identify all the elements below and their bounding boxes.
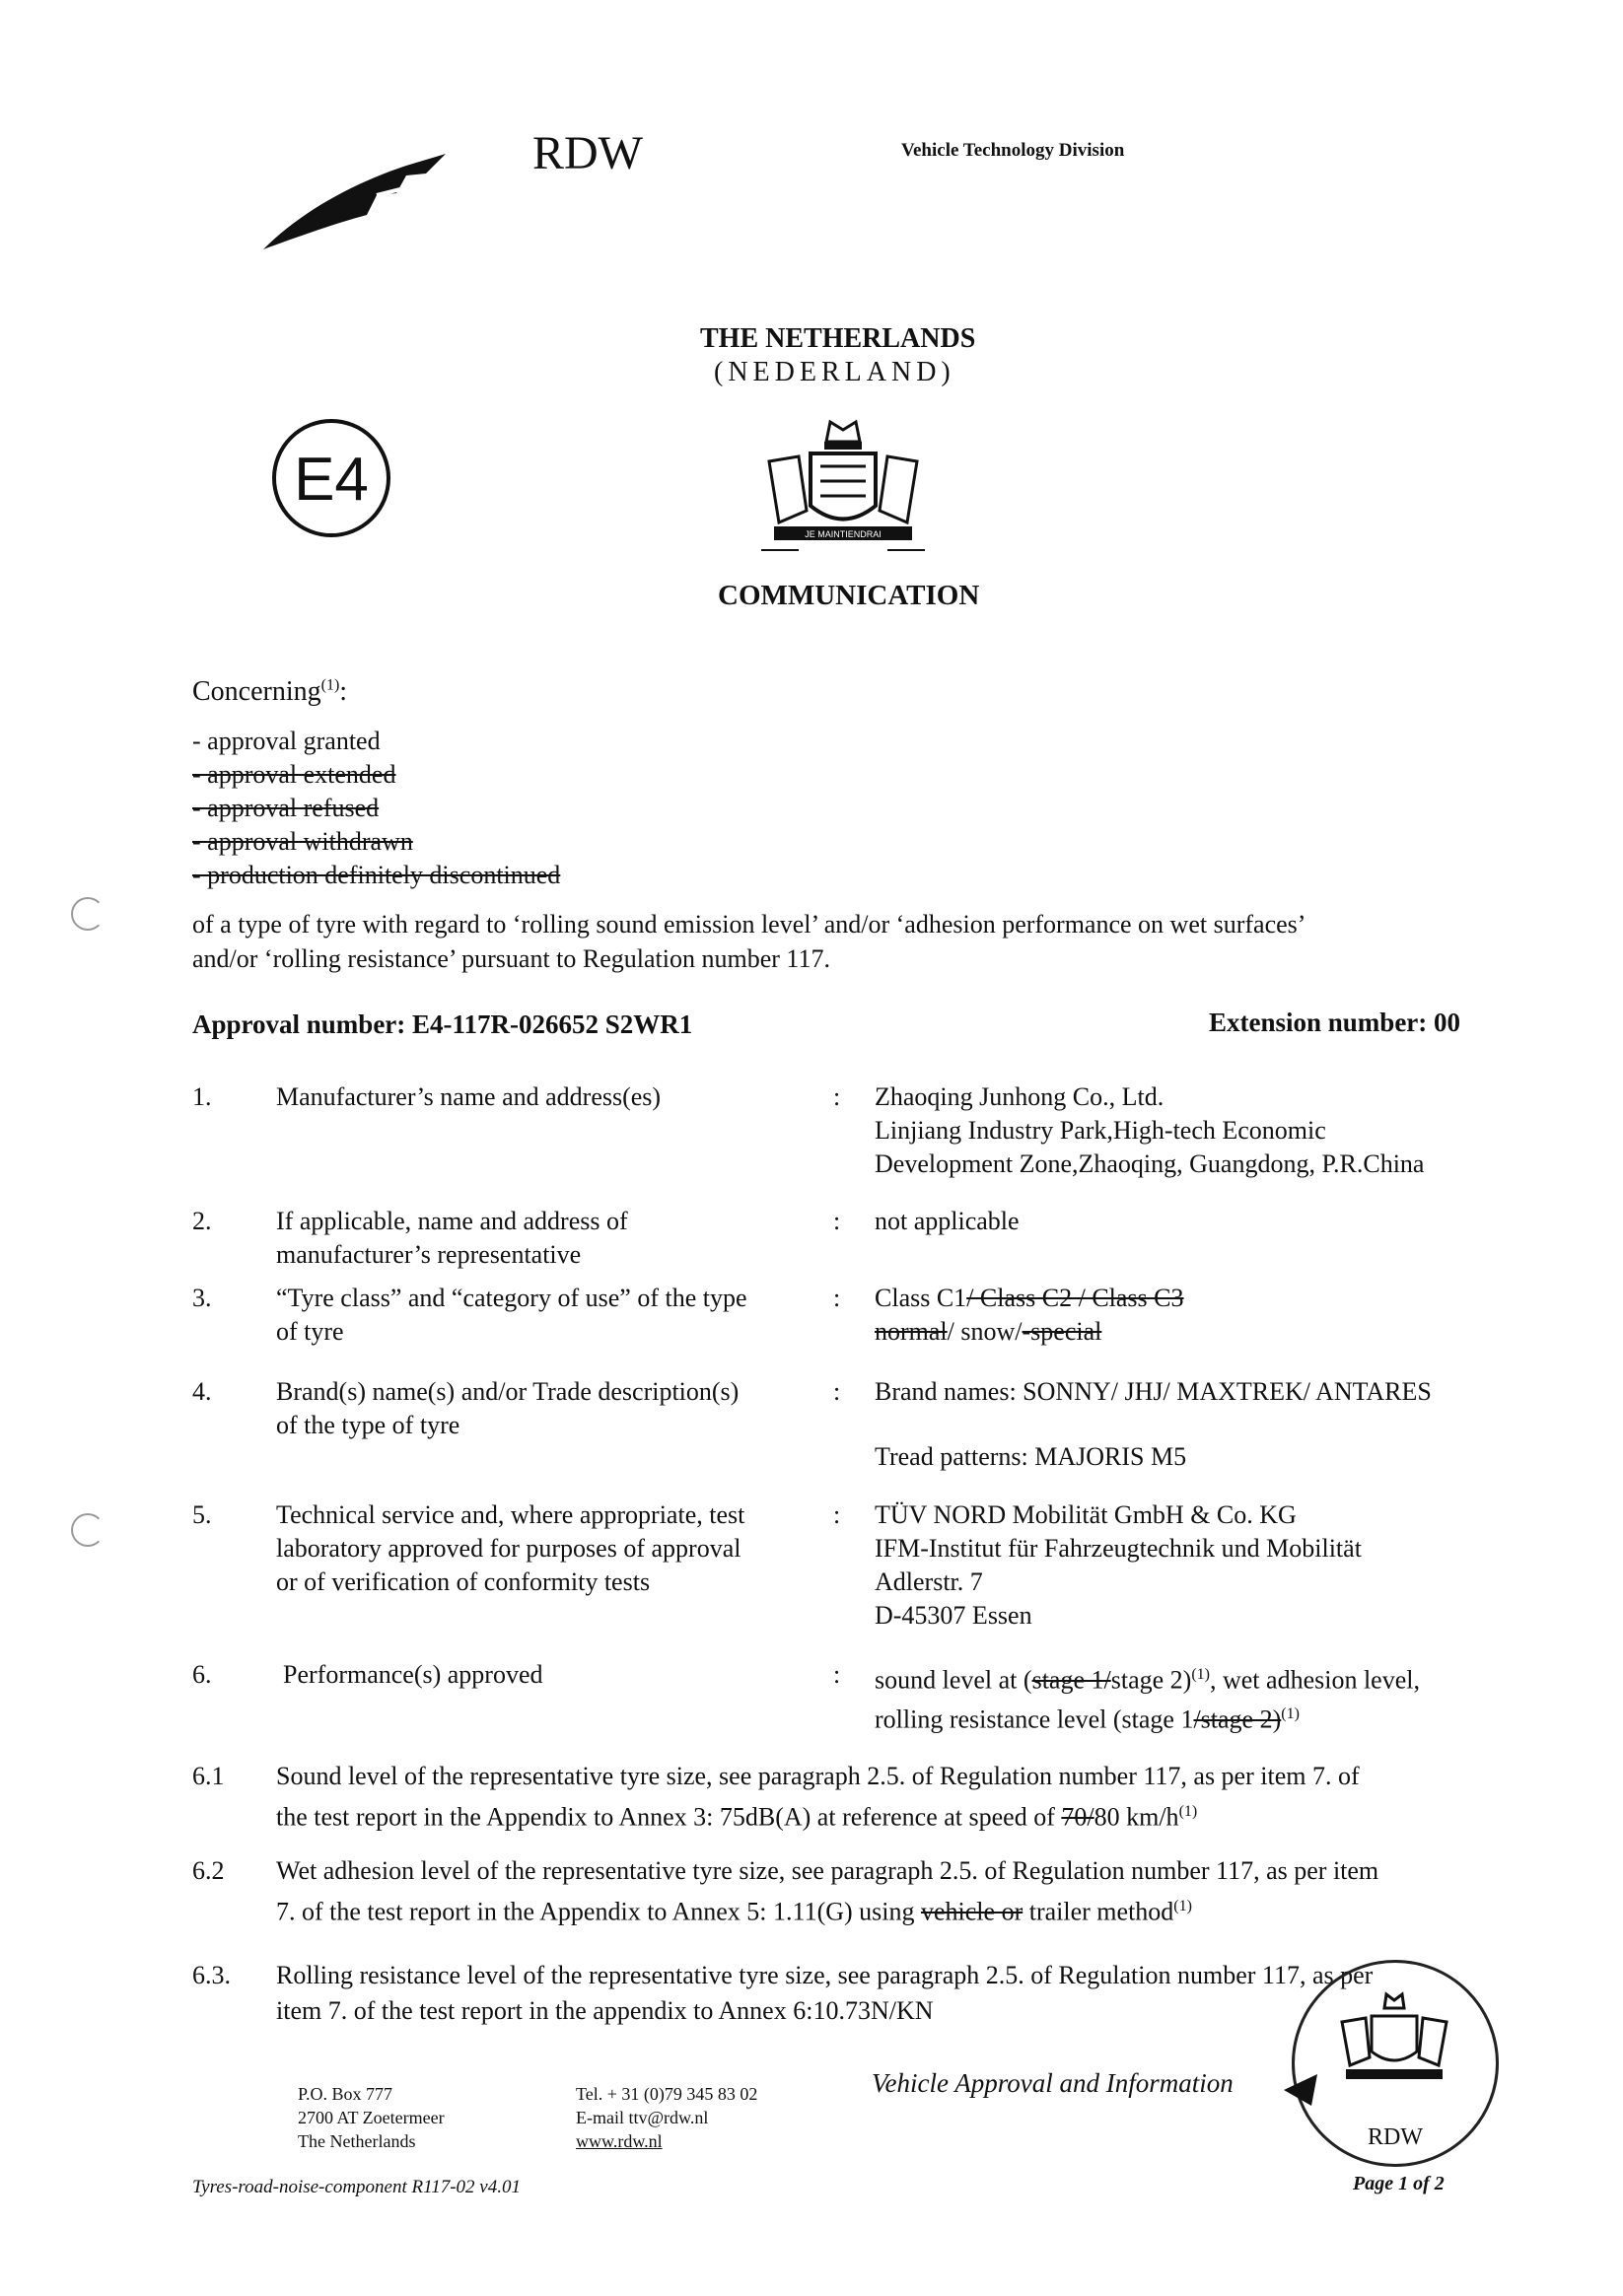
item-value xyxy=(875,1282,1545,1349)
stamp-arrow-icon xyxy=(1282,2070,1321,2110)
org-name: RDW xyxy=(532,127,643,179)
item-label xyxy=(276,1205,809,1272)
approval-number: Approval number: E4-117R-026652 S2WR1 xyxy=(192,1009,693,1039)
para-line: Wet adhesion level of the representative tyre size, see paragraph 2.5. of Regulation number 117, as per item xyxy=(276,1856,1379,1885)
item-label: Manufacturer’s name and address(es) xyxy=(276,1082,662,1111)
use-category: / snow/ xyxy=(947,1317,1023,1346)
para-line: trailer method xyxy=(1023,1897,1174,1926)
item-value xyxy=(875,1375,1545,1474)
label-line: “Tyre class” and “category of use” of the type xyxy=(276,1284,747,1312)
para-line: Rolling resistance level of the representative tyre size, see paragraph 2.5. of Regulation number 117, as per xyxy=(276,1961,1374,1989)
footer-department: Vehicle Approval and Information xyxy=(872,2068,1234,2098)
value-text: stage 2) xyxy=(1110,1665,1192,1695)
stamp-label: RDW xyxy=(1368,2124,1423,2150)
address-line: 2700 AT Zoetermeer xyxy=(298,2108,445,2127)
margin-hole-mark xyxy=(71,1513,105,1547)
e4-mark-text: E4 xyxy=(294,446,369,514)
label-line: or of verification of conformity tests xyxy=(276,1567,651,1596)
value-line: Zhaoqing Junhong Co., Ltd. xyxy=(875,1082,1164,1111)
value-text: , wet adhesion level, xyxy=(1209,1665,1420,1695)
item-colon: : xyxy=(833,1500,841,1529)
crest-motto: JE MAINTIENDRAI xyxy=(805,529,882,539)
division-name: Vehicle Technology Division xyxy=(901,140,1125,161)
concerning-label: Concerning$^{(1)}$: xyxy=(192,676,348,707)
label-line: Brand(s) name(s) and/or Trade description(s) xyxy=(276,1377,740,1406)
footnote-ref: (1) xyxy=(1178,1803,1198,1820)
value-line: Adlerstr. 7 xyxy=(875,1567,983,1596)
label-line: manufacturer’s representative xyxy=(276,1240,582,1269)
label-line: of tyre xyxy=(276,1317,344,1346)
tyre-class: Class C1 xyxy=(875,1284,967,1312)
para-number: 6.1 xyxy=(192,1762,225,1790)
value-line: Development Zone,Zhaoqing, Guangdong, P.R.China xyxy=(875,1149,1425,1178)
value-line: TÜV NORD Mobilität GmbH & Co. KG xyxy=(875,1500,1297,1529)
para-line: the test report in the Appendix to Annex 3: 75dB(A) at reference at speed of xyxy=(276,1802,1062,1832)
extension-number: Extension number: 00 xyxy=(1209,1008,1461,1037)
para-struck: vehicle or xyxy=(921,1897,1023,1926)
netherlands-crest-icon xyxy=(749,412,937,562)
item-value xyxy=(875,1080,1545,1181)
document-reference: Tyres-road-noise-component R117-02 v4.01 xyxy=(192,2177,521,2197)
e4-mark xyxy=(272,419,390,537)
label-line: laboratory approved for purposes of approval xyxy=(276,1534,741,1563)
item-number: 6. xyxy=(192,1660,212,1689)
tread-patterns: Tread patterns: MAJORIS M5 xyxy=(875,1442,1187,1471)
value-text: sound level at ( xyxy=(875,1665,1032,1695)
page-number: Page 1 of 2 xyxy=(1353,2173,1445,2194)
para-number: 6.3. xyxy=(192,1961,231,1989)
label-line: of the type of tyre xyxy=(276,1411,460,1439)
concerning-item: - production definitely discontinued xyxy=(192,861,561,889)
tyre-class-struck: / Class C2 / Class C3 xyxy=(966,1284,1184,1312)
item-label xyxy=(276,1282,809,1349)
item-value: not applicable xyxy=(875,1207,1020,1235)
value-struck: stage 1/ xyxy=(1031,1665,1111,1695)
concerning-item: - approval withdrawn xyxy=(192,827,413,856)
para-line: 80 km/h xyxy=(1094,1802,1179,1832)
country-title: THE NETHERLANDS xyxy=(700,323,976,354)
use-struck: normal xyxy=(875,1317,948,1346)
concerning-item: - approval granted xyxy=(192,727,381,755)
para-line: 7. of the test report in the Appendix to Annex 5: 1.11(G) using xyxy=(276,1897,921,1926)
footer-contact xyxy=(576,2082,757,2153)
item-number: 5. xyxy=(192,1500,212,1529)
concerning-item: - approval extended xyxy=(192,760,396,789)
footnote-ref: (1) xyxy=(1281,1705,1300,1722)
value-line: Linjiang Industry Park,High-tech Economic xyxy=(875,1116,1326,1145)
rdw-stamp xyxy=(1292,1960,1499,2167)
website-link[interactable]: www.rdw.nl xyxy=(576,2131,663,2151)
country-local: (NEDERLAND) xyxy=(714,357,955,387)
item-number: 4. xyxy=(192,1377,212,1406)
item-label: Performance(s) approved xyxy=(283,1660,543,1689)
value-text: rolling resistance level (stage 1 xyxy=(875,1705,1194,1734)
item-number: 1. xyxy=(192,1082,212,1111)
stamp-crest-icon xyxy=(1330,1990,1458,2089)
label-line: If applicable, name and address of xyxy=(276,1207,628,1235)
concerning-item: - approval refused xyxy=(192,794,380,822)
value-line: D-45307 Essen xyxy=(875,1601,1032,1630)
footer-address xyxy=(298,2082,445,2153)
value-struck: /stage 2) xyxy=(1193,1705,1282,1734)
item-colon: : xyxy=(833,1284,841,1312)
item-number: 3. xyxy=(192,1284,212,1312)
margin-hole-mark xyxy=(71,897,105,931)
value-line: IFM-Institut für Fahrzeugtechnik und Mobilität xyxy=(875,1534,1362,1563)
item-colon: : xyxy=(833,1082,841,1111)
rdw-logo-icon xyxy=(258,146,456,254)
document-title: COMMUNICATION xyxy=(718,580,980,611)
footnote-ref: (1) xyxy=(1191,1666,1210,1683)
item-label xyxy=(276,1375,809,1442)
address-line: The Netherlands xyxy=(298,2131,416,2151)
item-colon: : xyxy=(833,1207,841,1235)
scope-line: of a type of tyre with regard to ‘rolling sound emission level’ and/or ‘adhesion performance on wet surfaces’ xyxy=(192,910,1306,939)
footnote-ref: (1) xyxy=(1173,1898,1192,1914)
use-struck: -special xyxy=(1022,1317,1102,1346)
item-colon: : xyxy=(833,1377,841,1406)
phone-number: Tel. + 31 (0)79 345 83 02 xyxy=(576,2084,758,2104)
para-struck: 70/ xyxy=(1061,1802,1094,1832)
para-line: Sound level of the representative tyre size, see paragraph 2.5. of Regulation number 117, as per item 7. of xyxy=(276,1762,1360,1790)
brand-names: Brand names: SONNY/ JHJ/ MAXTREK/ ANTARES xyxy=(875,1377,1432,1406)
para-number: 6.2 xyxy=(192,1856,225,1885)
item-colon: : xyxy=(833,1660,841,1689)
para-line: item 7. of the test report in the appendix to Annex 6:10.73N/KN xyxy=(276,1996,934,2025)
email-address[interactable]: E-mail ttv@rdw.nl xyxy=(576,2108,709,2127)
scope-text xyxy=(192,907,1573,976)
scope-line: and/or ‘rolling resistance’ pursuant to Regulation number 117. xyxy=(192,944,830,973)
item-value xyxy=(875,1658,1545,1736)
para-text xyxy=(276,1759,1528,1836)
item-value xyxy=(875,1498,1545,1633)
concerning-list xyxy=(192,725,560,892)
address-line: P.O. Box 777 xyxy=(298,2084,393,2104)
concerning-note: (1) xyxy=(320,676,340,694)
para-text xyxy=(276,1853,1528,1930)
label-line: Technical service and, where appropriate, test xyxy=(276,1500,745,1529)
item-number: 2. xyxy=(192,1207,212,1235)
concerning-label-text: Concerning xyxy=(192,676,321,707)
item-label xyxy=(276,1498,809,1599)
